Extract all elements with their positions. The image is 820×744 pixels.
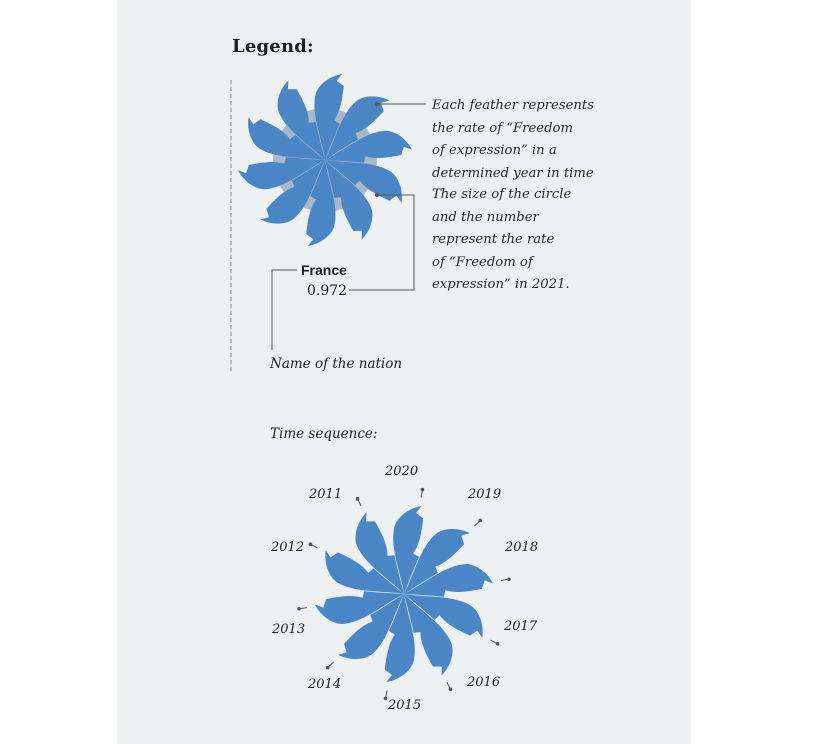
legend-title: Legend: (232, 36, 314, 57)
year-marker-dot-2013 (297, 607, 301, 611)
year-marker-dot-2019 (478, 519, 482, 523)
year-marker-dot-2018 (507, 577, 511, 581)
nation-leader-line (272, 270, 297, 350)
time-sequence-title: Time sequence: (270, 426, 378, 442)
year-label-2011: 2011 (309, 487, 343, 502)
year-marker-dot-2020 (421, 488, 425, 492)
year-label-2018: 2018 (505, 540, 539, 555)
year-label-2015: 2015 (388, 698, 422, 713)
year-label-2016: 2016 (467, 675, 501, 690)
year-label-2013: 2013 (272, 622, 306, 637)
legend-feather-flower (237, 74, 412, 246)
time-sequence-feather-flower (314, 506, 493, 682)
nation-value: 0.972 (307, 283, 348, 299)
year-marker-dot-2016 (449, 687, 453, 691)
year-label-2019: 2019 (468, 487, 502, 502)
year-marker-dot-2015 (384, 697, 388, 701)
year-label-2014: 2014 (308, 677, 342, 692)
feather-description: Each feather represents the rate of “Freedom of expression” in a determined year in time (432, 98, 594, 181)
year-label-2020: 2020 (385, 464, 419, 479)
year-marker-dot-2014 (326, 666, 330, 670)
year-marker-dot-2017 (496, 642, 500, 646)
year-marker-dot-2011 (356, 497, 360, 501)
feather-leader-dot (375, 102, 379, 106)
year-label-2012: 2012 (271, 540, 305, 555)
nation-name: France (301, 262, 347, 278)
nation-caption: Name of the nation (270, 356, 403, 372)
circle-leader-dot (375, 193, 379, 197)
year-label-2017: 2017 (504, 619, 538, 634)
circle-description: The size of the circle and the number represent the rate of “Freedom of expression” in 2021. (432, 187, 572, 292)
year-marker-dot-2012 (309, 542, 313, 546)
